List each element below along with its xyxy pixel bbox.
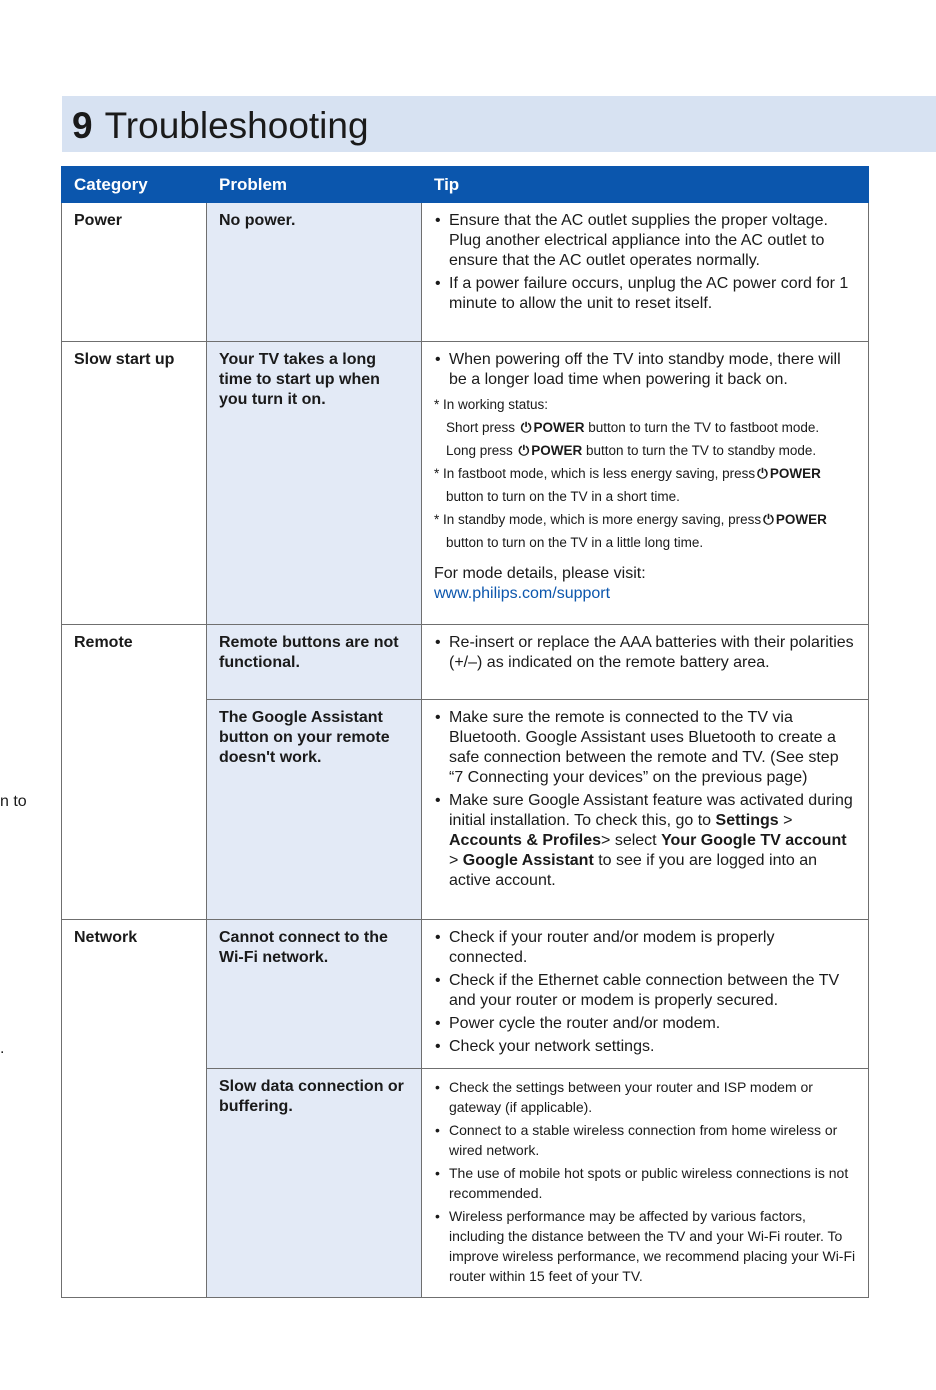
note-line: * In working status: <box>434 397 549 412</box>
mode-details <box>434 564 856 604</box>
power-label: POWER <box>775 512 827 527</box>
tip-item: • Power cycle the router and/or modem. <box>434 1014 856 1034</box>
tip-item: • Wireless performance may be affected by various factors, including the distance between the TV and your Wi-Fi router. To improve wireless performance, we recommend placing your Wi-Fi router within 15 feet of your TV. <box>434 1206 856 1286</box>
tip-item: • Re-insert or replace the AAA batteries with their polarities (+/–) as indicated on the remote battery area. <box>434 633 856 673</box>
table-row <box>62 920 869 1069</box>
mode-details-text: For mode details, please visit: <box>434 565 646 582</box>
tip-item: • When powering off the TV into standby mode, there will be a longer load time when powering it back on. <box>434 350 856 390</box>
note-line <box>434 508 856 531</box>
tip-cell <box>422 342 869 625</box>
problem-cell: Remote buttons are not functional. <box>207 625 422 700</box>
note-line <box>434 439 856 462</box>
menu-path-settings: Settings <box>715 812 779 829</box>
tip-cell <box>422 700 869 920</box>
tip-text: > <box>449 852 463 869</box>
tip-item <box>434 791 856 891</box>
power-label: POWER <box>531 443 583 458</box>
problem-cell: Cannot connect to the Wi-Fi network. <box>207 920 422 1069</box>
tip-cell <box>422 203 869 342</box>
section-number: 9 <box>72 105 93 146</box>
tip-item: • The use of mobile hot spots or public wireless connections is not recommended. <box>434 1163 856 1203</box>
troubleshooting-table <box>61 166 869 1298</box>
note-text: Long press <box>446 443 517 458</box>
menu-path-accounts: Accounts & Profiles <box>449 832 602 849</box>
power-notes <box>434 393 856 554</box>
table-row <box>62 342 869 625</box>
problem-cell: Slow data connection or buffering. <box>207 1069 422 1298</box>
column-header-problem: Problem <box>207 167 422 203</box>
column-header-tip: Tip <box>422 167 869 203</box>
tip-item: • Ensure that the AC outlet supplies the proper voltage. Plug another electrical appliance into the AC outlet to ensure that the AC outlet operates normally. <box>434 211 856 271</box>
note-line <box>434 462 856 485</box>
power-icon: ⏻ <box>518 443 530 458</box>
power-icon: ⏻ <box>757 466 768 481</box>
tip-item: • Check your network settings. <box>434 1037 856 1057</box>
tip-item: • Check if the Ethernet cable connection between the TV and your router or modem is properly secured. <box>434 971 856 1011</box>
note-text: * In standby mode, which is more energy saving, press <box>434 512 762 527</box>
support-link[interactable]: www.philips.com/support <box>434 585 611 602</box>
table-row <box>62 203 869 342</box>
power-icon: ⏻ <box>763 512 774 527</box>
tip-item: • Connect to a stable wireless connection from home wireless or wired network. <box>434 1120 856 1160</box>
margin-text-fragment: n to <box>0 793 27 810</box>
category-cell: Slow start up <box>62 342 207 625</box>
tip-item: • If a power failure occurs, unplug the AC power cord for 1 minute to allow the unit to reset itself. <box>434 274 856 314</box>
note-line: button to turn on the TV in a short time. <box>446 489 680 504</box>
table-header-row <box>62 167 869 203</box>
menu-path-account: Your Google TV account <box>661 832 847 849</box>
section-title-text: Troubleshooting <box>104 105 369 146</box>
problem-cell: No power. <box>207 203 422 342</box>
note-line: button to turn on the TV in a little long time. <box>446 535 704 550</box>
note-line <box>434 416 856 439</box>
power-label: POWER <box>533 420 585 435</box>
tip-item: • Make sure the remote is connected to the TV via Bluetooth. Google Assistant uses Bluetooth to create a safe connection between the remote and TV. (See step “7 Connecting your devices” on the previous page) <box>434 708 856 788</box>
power-label: POWER <box>769 466 821 481</box>
menu-path-google-assistant: Google Assistant <box>462 852 594 869</box>
margin-text-fragment: . <box>0 1040 5 1057</box>
tip-cell <box>422 1069 869 1298</box>
tip-text: to see if you are logged into an active account. <box>449 852 818 889</box>
note-text: button to turn the TV to standby mode. <box>582 443 817 458</box>
category-cell: Remote <box>62 625 207 920</box>
note-text: button to turn the TV to fastboot mode. <box>584 420 820 435</box>
column-header-category: Category <box>62 167 207 203</box>
tip-cell <box>422 920 869 1069</box>
tip-text: > <box>778 812 793 829</box>
category-cell: Network <box>62 920 207 1298</box>
note-text: Short press <box>446 420 519 435</box>
category-cell: Power <box>62 203 207 342</box>
tip-text: Make sure Google Assistant feature was activated during initial installation. To check this, go to <box>449 792 853 829</box>
problem-cell: Your TV takes a long time to start up when you turn it on. <box>207 342 422 625</box>
power-icon: ⏻ <box>520 420 532 435</box>
table-row <box>62 625 869 700</box>
section-title <box>72 103 369 149</box>
problem-cell: The Google Assistant button on your remote doesn't work. <box>207 700 422 920</box>
tip-cell <box>422 625 869 700</box>
tip-text: > select <box>601 832 662 849</box>
note-text: * In fastboot mode, which is less energy saving, press <box>434 466 756 481</box>
tip-item: • Check if your router and/or modem is properly connected. <box>434 928 856 968</box>
tip-item: • Check the settings between your router and ISP modem or gateway (if applicable). <box>434 1077 856 1117</box>
